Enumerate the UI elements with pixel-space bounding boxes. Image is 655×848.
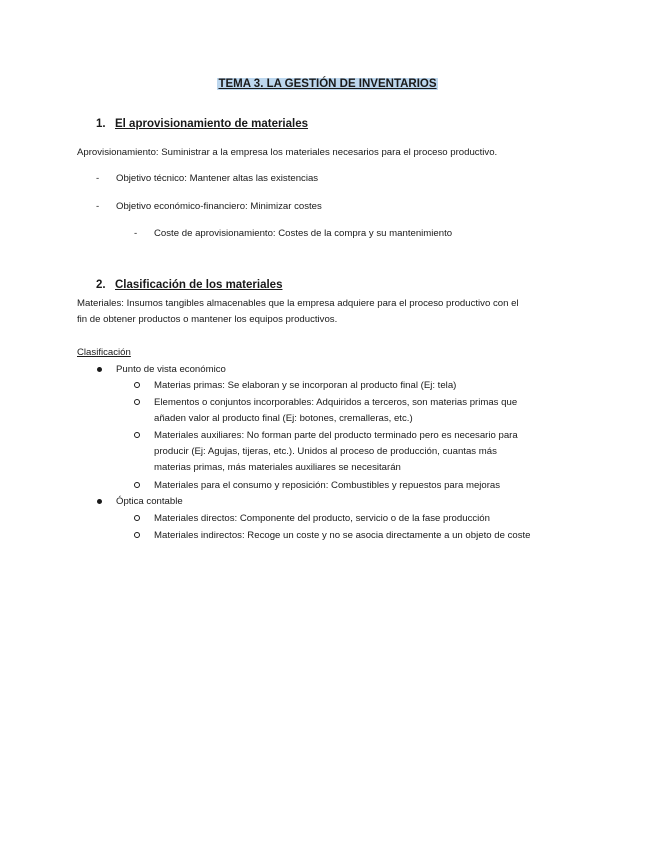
group-label: Punto de vista económico	[116, 364, 226, 375]
group-label: Óptica contable	[116, 496, 183, 507]
circle-marker	[134, 382, 140, 388]
section-1-heading	[96, 118, 308, 130]
circle-marker	[134, 432, 140, 438]
list-item: Materiales auxiliares: No forman parte del producto terminado pero es necesario para	[154, 430, 518, 441]
section-2-title: Clasificación de los materiales	[115, 279, 283, 291]
list-item-continuation: materias primas, más materiales auxiliares se necesitarán	[154, 462, 401, 473]
page-title	[0, 78, 655, 90]
circle-marker	[134, 515, 140, 521]
section-2-number: 2.	[96, 279, 106, 291]
materiales-definition-line: fin de obtener productos o mantener los equipos productivos.	[77, 314, 338, 325]
list-item: Elementos o conjuntos incorporables: Adquiridos a terceros, son materias primas que	[154, 397, 518, 408]
list-item-continuation: añaden valor al producto final (Ej: botones, cremalleras, etc.)	[154, 413, 413, 424]
bullet-marker	[97, 499, 102, 504]
classification-label: Clasificación	[77, 347, 131, 358]
list-item: Materiales directos: Componente del producto, servicio o de la fase producción	[154, 513, 490, 524]
section-2-heading	[96, 279, 282, 291]
page-title-text: TEMA 3. LA GESTIÓN DE INVENTARIOS	[218, 78, 437, 90]
aprovisionamiento-definition: Aprovisionamiento: Suministrar a la empresa los materiales necesarios para el proceso productivo.	[77, 147, 498, 158]
circle-marker	[134, 399, 140, 405]
subobjective-text: Coste de aprovisionamiento: Costes de la compra y su mantenimiento	[154, 228, 453, 239]
section-1-number: 1.	[96, 118, 106, 130]
objective-text: Objetivo económico-financiero: Minimizar costes	[116, 201, 322, 212]
dash-marker: -	[96, 173, 100, 184]
list-item: Materiales indirectos: Recoge un coste y no se asocia directamente a un objeto de coste	[154, 530, 531, 541]
list-item: Materiales para el consumo y reposición: Combustibles y repuestos para mejoras	[154, 480, 501, 491]
dash-marker: -	[96, 201, 100, 212]
section-1-title: El aprovisionamiento de materiales	[115, 118, 309, 130]
list-item-continuation: producir (Ej: Agujas, tijeras, etc.). Unidos al proceso de producción, cuantas más	[154, 446, 497, 457]
materiales-definition-line: Materiales: Insumos tangibles almacenables que la empresa adquiere para el proceso productivo con el	[77, 298, 519, 309]
dash-marker: -	[134, 228, 138, 239]
list-item: Materias primas: Se elaboran y se incorporan al producto final (Ej: tela)	[154, 380, 457, 391]
bullet-marker	[97, 367, 102, 372]
circle-marker	[134, 532, 140, 538]
circle-marker	[134, 482, 140, 488]
objective-text: Objetivo técnico: Mantener altas las existencias	[116, 173, 319, 184]
